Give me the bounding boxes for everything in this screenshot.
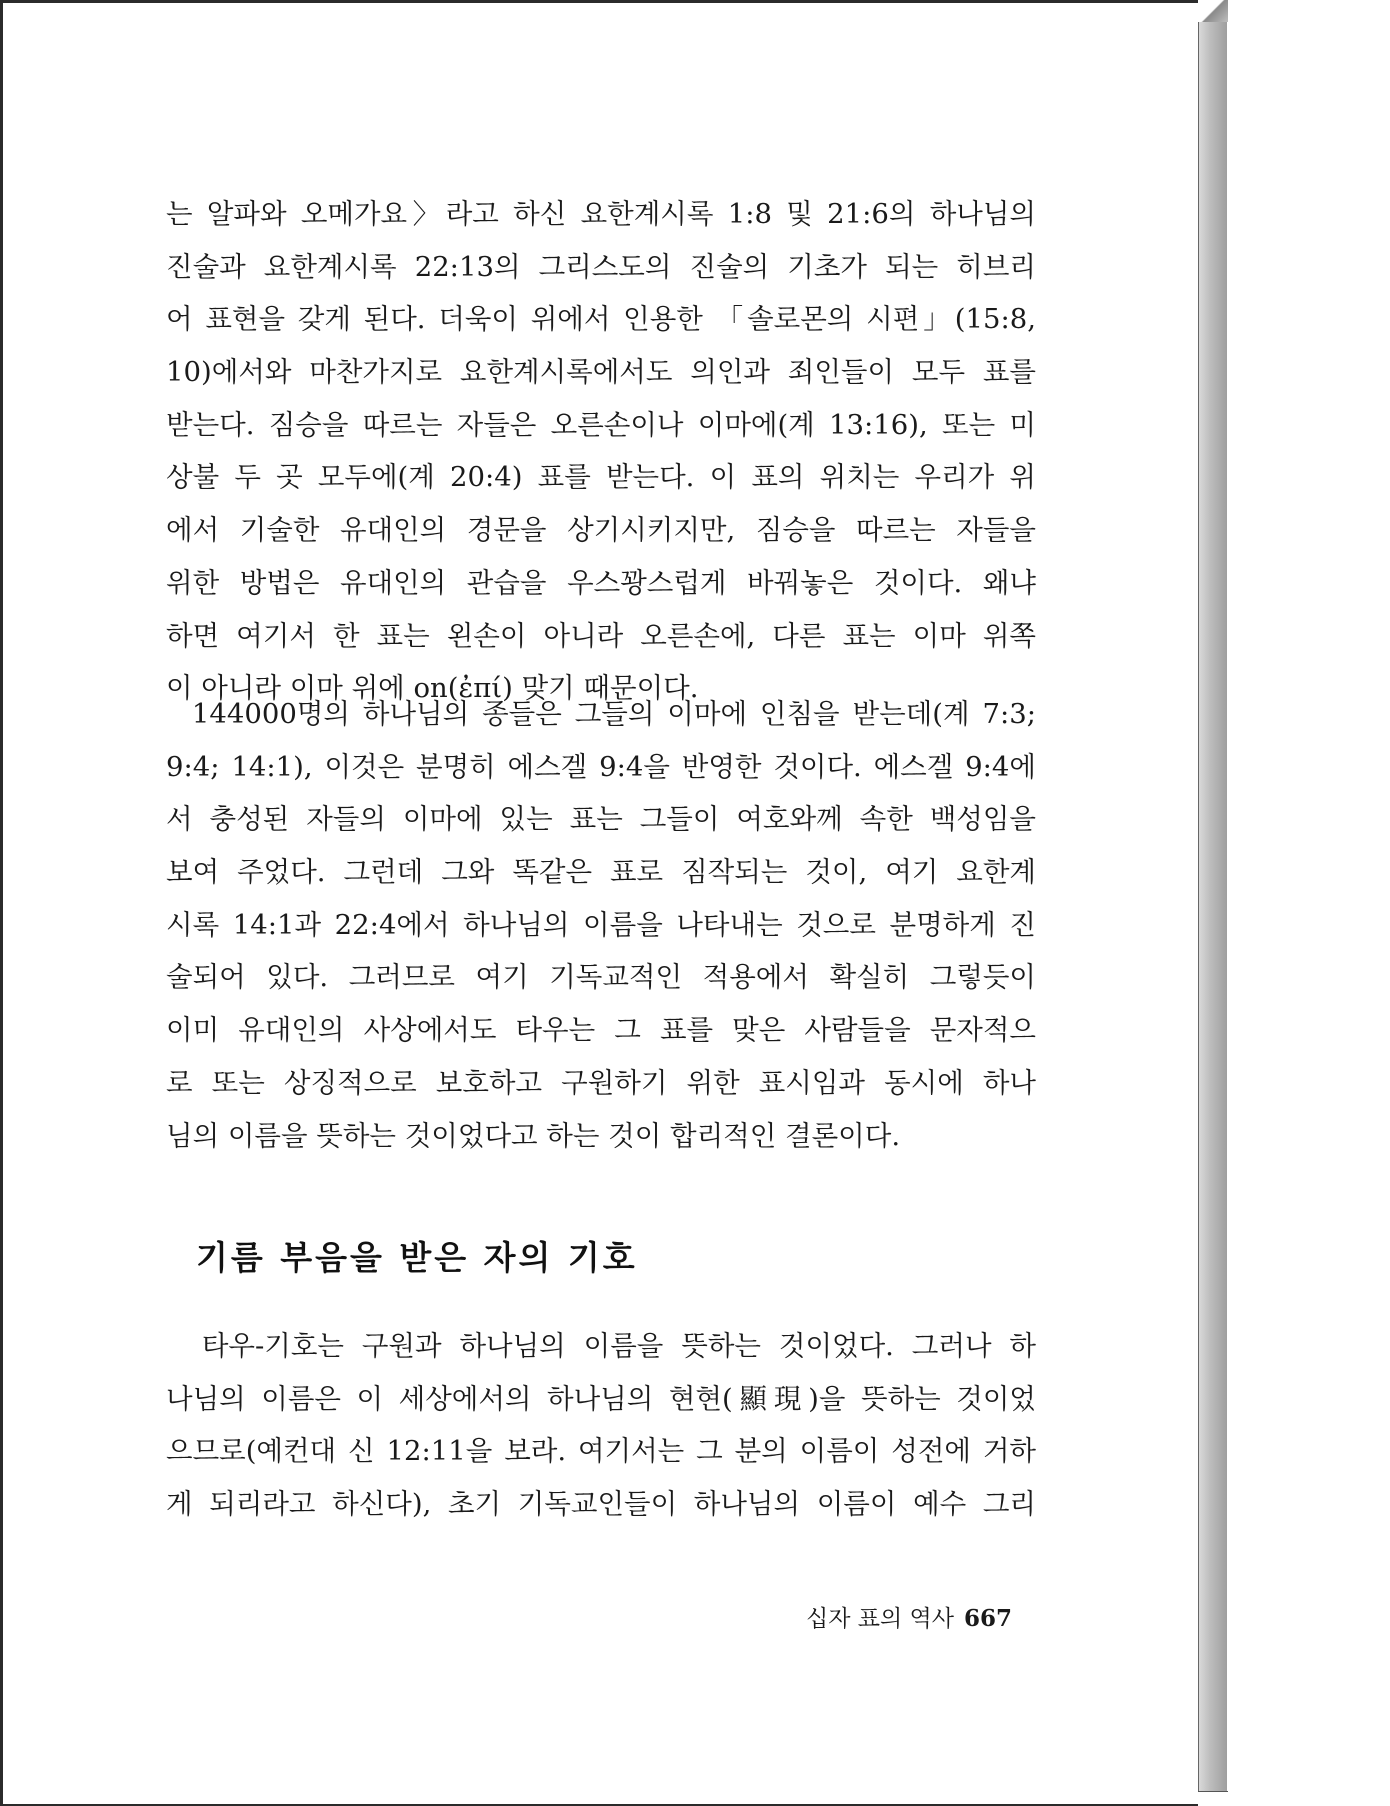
text-line: 술되어 있다. 그러므로 여기 기독교적인 적용에서 확실히 그렇듯이 (166, 961, 1036, 994)
text-line: 님의 이름을 뜻하는 것이었다고 하는 것이 합리적인 결론이다. (166, 1119, 901, 1152)
text-line: 에서 기술한 유대인의 경문을 상기시키지만, 짐승을 따르는 자들을 (166, 514, 1036, 547)
text-line: 서 충성된 자들의 이마에 있는 표는 그들이 여호와께 속한 백성임을 (166, 803, 1036, 836)
text-line: 로 또는 상징적으로 보호하고 구원하기 위한 표시임과 동시에 하나 (166, 1066, 1036, 1099)
text-line: 받는다. 짐승을 따르는 자들은 오른손이나 이마에(계 13:16), 또는 미 (166, 408, 1036, 441)
text-line: 9:4; 14:1), 이것은 분명히 에스겔 9:4을 반영한 것이다. 에스겔 9:4에 (166, 750, 1036, 783)
paragraph-2 (166, 688, 1036, 1162)
text-line: 144000명의 하나님의 종들은 그들의 이마에 인침을 받는데(계 7:3; (166, 698, 1036, 730)
paragraph-1 (166, 188, 1036, 715)
book-edge (1198, 0, 1227, 1806)
text-line: 나님의 이름은 이 세상에서의 하나님의 현현(顯現)을 뜻하는 것이었 (166, 1382, 1036, 1415)
paragraph-3 (166, 1320, 1036, 1531)
page-number: 667 (963, 1605, 1012, 1632)
page-border (0, 0, 1198, 3)
text-line: 타우-기호는 구원과 하나님의 이름을 뜻하는 것이었다. 그러나 하 (166, 1330, 1036, 1362)
page-footer (800, 1600, 1012, 1633)
text-line: 진술과 요한계시록 22:13의 그리스도의 진술의 기초가 되는 히브리 (166, 250, 1036, 283)
section-heading: 기름 부음을 받은 자의 기호 (196, 1238, 638, 1277)
text-line: 보여 주었다. 그런데 그와 똑같은 표로 짐작되는 것이, 여기 요한계 (166, 856, 1036, 889)
text-line: 게 되리라고 하신다), 초기 기독교인들이 하나님의 이름이 예수 그리 (166, 1488, 1036, 1521)
running-title: 십자 표의 역사 (806, 1606, 954, 1632)
text-line: 10)에서와 마찬가지로 요한계시록에서도 의인과 죄인들이 모두 표를 (166, 356, 1036, 389)
text-line: 이미 유대인의 사상에서도 타우는 그 표를 맞은 사람들을 문자적으 (166, 1014, 1036, 1047)
book-edge-corner (1198, 1791, 1228, 1806)
text-line: 으므로(예컨대 신 12:11을 보라. 여기서는 그 분의 이름이 성전에 거하 (166, 1435, 1036, 1468)
page-border (0, 0, 3, 1806)
text-line: 는 알파와 오메가요〉라고 하신 요한계시록 1:8 및 21:6의 하나님의 (166, 198, 1036, 230)
text-line: 어 표현을 갖게 된다. 더욱이 위에서 인용한 「솔로몬의 시편」(15:8, (166, 303, 1036, 336)
text-line: 상불 두 곳 모두에(계 20:4) 표를 받는다. 이 표의 위치는 우리가 위 (166, 461, 1036, 494)
text-line: 시록 14:1과 22:4에서 하나님의 이름을 나타내는 것으로 분명하게 진 (166, 908, 1036, 941)
text-line: 위한 방법은 유대인의 관습을 우스꽝스럽게 바꿔놓은 것이다. 왜냐 (166, 566, 1036, 599)
text-line: 이 아니라 이마 위에 on(ἐπί) 맞기 때문이다. (166, 672, 699, 705)
book-edge-corner (1198, 0, 1228, 22)
text-line: 하면 여기서 한 표는 왼손이 아니라 오른손에, 다른 표는 이마 위쪽 (166, 619, 1036, 652)
